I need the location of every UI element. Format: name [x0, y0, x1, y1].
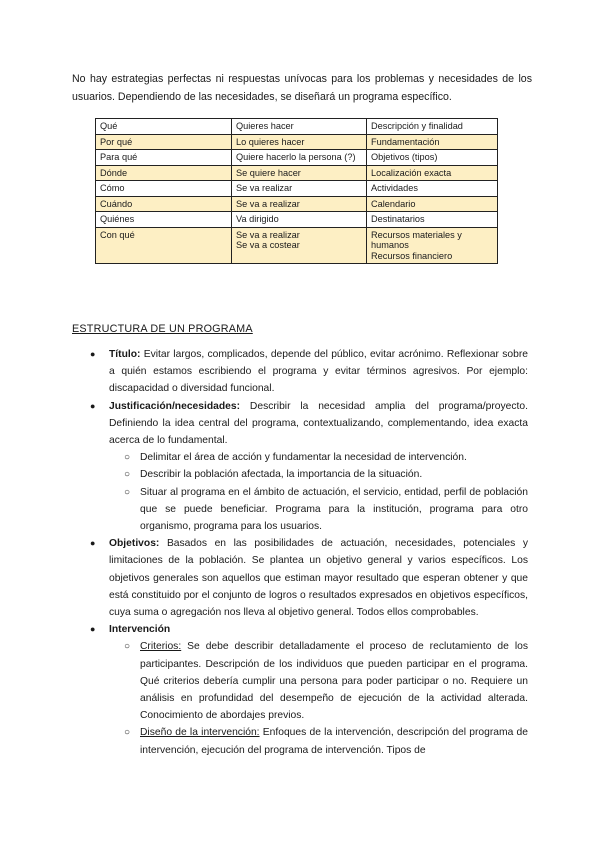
- sub-item-criterios: [88, 638, 528, 724]
- table-cell: Con qué: [96, 227, 232, 264]
- table-cell: Cómo: [96, 181, 232, 197]
- sub-item-label: Criterios:: [140, 641, 182, 653]
- table-cell: Se quiere hacer: [232, 165, 367, 181]
- item-text: Evitar largos, complicados, depende del público, evitar acrónimo. Reflexionar sobre a quién estamos escribiendo el programa y evitar términos agresivos. Por ejemplo: discapacidad o diversidad funcional.: [109, 349, 528, 395]
- table-cell: Descripción y finalidad: [367, 119, 498, 135]
- table-cell: Lo quieres hacer: [232, 134, 367, 150]
- table-cell: Se va realizar: [232, 181, 367, 197]
- table-cell: Objetivos (tipos): [367, 150, 498, 166]
- circle-bullet-icon: ○: [124, 452, 131, 464]
- circle-bullet-icon: ○: [124, 469, 131, 481]
- table-cell: Calendario: [367, 196, 498, 212]
- bullet-icon: ●: [90, 400, 96, 411]
- sub-item-text: Describir la población afectada, la importancia de la situación.: [140, 469, 423, 481]
- cell-line: Se va a realizar: [236, 229, 300, 240]
- item-label: Intervención: [109, 624, 171, 636]
- table-row: [96, 134, 498, 150]
- list-item-intervencion: [88, 621, 528, 638]
- list-item-justificacion: [88, 398, 528, 450]
- intro-paragraph: No hay estrategias perfectas ni respuestas unívocas para los problemas y necesidades de los usuarios. Dependiendo de las necesidades, se diseñará un programa específico.: [72, 73, 532, 103]
- bullet-icon: ●: [90, 538, 96, 549]
- sub-item: [88, 449, 528, 466]
- program-questions-table: [95, 118, 498, 264]
- item-label: Objetivos:: [109, 538, 160, 550]
- item-label: Título:: [109, 349, 141, 360]
- table-cell: Para qué: [96, 150, 232, 166]
- table-cell: Por qué: [96, 134, 232, 150]
- table-cell: Cuándo: [96, 196, 232, 212]
- sub-item-label: Diseño de la intervención:: [140, 727, 260, 739]
- table-cell: Dónde: [96, 165, 232, 181]
- table-row: [96, 181, 498, 197]
- sub-item-diseno: [88, 724, 528, 758]
- table-row: [96, 227, 498, 264]
- item-label: Justificación/necesidades:: [109, 400, 241, 412]
- sub-item: [88, 484, 528, 536]
- table-cell: [232, 227, 367, 264]
- circle-bullet-icon: ○: [124, 641, 131, 653]
- circle-bullet-icon: ○: [124, 486, 131, 498]
- cell-line: Recursos financiero: [371, 250, 453, 261]
- sub-item-text: Se debe describir detalladamente el proceso de reclutamiento de los participantes. Descripción de los individuos que pueden participar en el programa. Qué criterios debería cumplir una persona para poder participar o no. Requiere un análisis en profundidad del desempeño de ejecución de la actividad alterada. Conocimiento de abordajes previos.: [140, 641, 528, 722]
- table-cell: Qué: [96, 119, 232, 135]
- table-cell: Actividades: [367, 181, 498, 197]
- table-cell: Quieres hacer: [232, 119, 367, 135]
- table-row: [96, 150, 498, 166]
- bullet-icon: ●: [90, 349, 96, 359]
- table-cell: Quiénes: [96, 212, 232, 228]
- table-cell: Destinatarios: [367, 212, 498, 228]
- table-cell: [367, 227, 498, 264]
- circle-bullet-icon: ○: [124, 727, 131, 739]
- table-row: [96, 119, 498, 135]
- table-cell: Va dirigido: [232, 212, 367, 228]
- item-text: Basados en las posibilidades de actuación, necesidades, potenciales y limitaciones de la población. Se plantea un objetivo general y varios específicos. Los objetivos generales son aquellos que estiman mayor resultado que esperan obtener y que está constituido por el conjunto de logros o resultados expresados en objetivos específicos, cuya suma o agregación nos lleva al objetivo general. Todos ellos comprobables.: [109, 538, 528, 619]
- sub-item-text: Enfoques de la intervención, descripción del programa de intervención, ejecución del programa de intervención. Tipos de: [140, 727, 528, 756]
- sub-item-text: Situar al programa en el ámbito de actuación, el servicio, entidad, perfil de población que se puede beneficiar. Programa para la institución, programa para otro organismo, programa para los usuarios.: [140, 486, 528, 533]
- item-text: Describir la necesidad amplia del programa/proyecto. Definiendo la idea central del programa, contextualizando, complementando, idea exacta acerca de lo fundamental.: [109, 400, 528, 447]
- table-row: [96, 165, 498, 181]
- sub-item: [88, 466, 528, 483]
- cell-line: Se va a costear: [236, 240, 300, 250]
- table-cell: Quiere hacerlo la persona (?): [232, 150, 367, 166]
- table-cell: Fundamentación: [367, 134, 498, 150]
- section-heading: ESTRUCTURA DE UN PROGRAMA: [72, 323, 253, 335]
- cell-line: Recursos materiales y humanos: [371, 229, 462, 250]
- table-cell: Localización exacta: [367, 165, 498, 181]
- list-item-titulo: [88, 346, 528, 398]
- table-row: [96, 196, 498, 212]
- sub-item-text: Delimitar el área de acción y fundamentar la necesidad de intervención.: [140, 452, 467, 464]
- table-row: [96, 212, 498, 228]
- table-cell: Se va a realizar: [232, 196, 367, 212]
- bullet-icon: ●: [90, 624, 96, 635]
- list-item-objetivos: [88, 535, 528, 621]
- program-structure-list: [88, 346, 528, 759]
